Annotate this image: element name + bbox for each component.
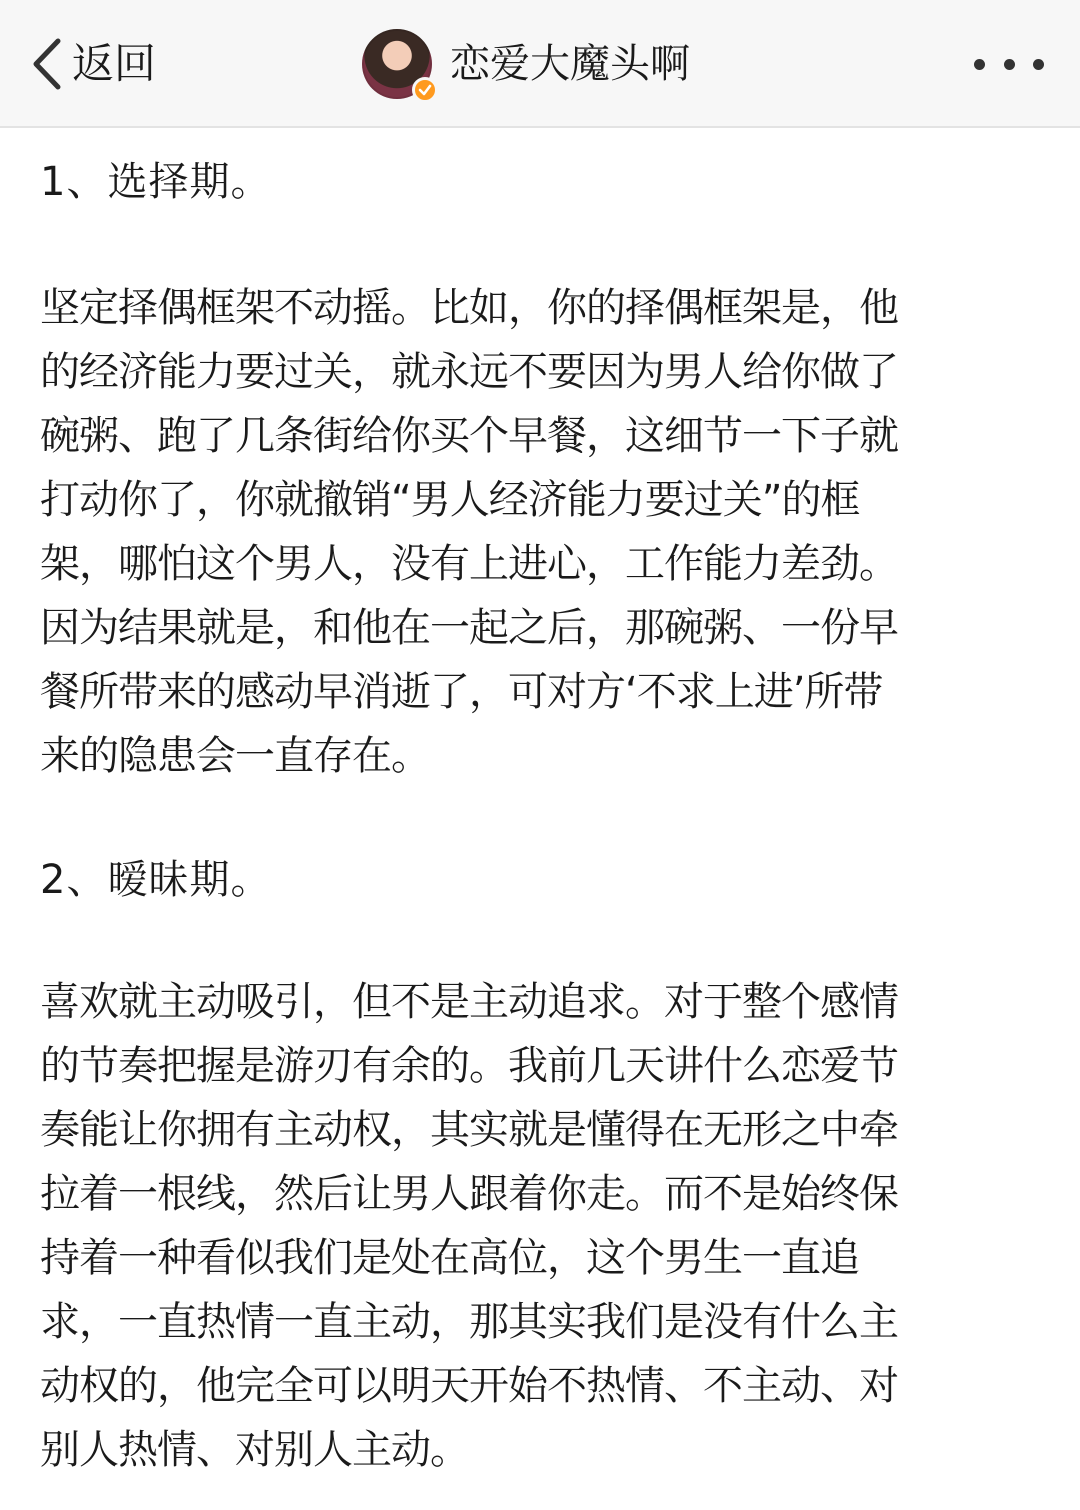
paragraph-line: 打动你了，你就撤销“男人经济能力要过关”的框 [40, 477, 860, 523]
chevron-left-icon [30, 37, 64, 91]
paragraph-line: 餐所带来的感动早消逝了，可对方‘不求上进’所带 [40, 669, 883, 715]
back-label: 返回 [72, 39, 157, 88]
paragraph-line: 因为结果就是，和他在一起之后，那碗粥、一份早 [40, 605, 898, 651]
paragraph-line: 坚定择偶框架不动摇。比如，你的择偶框架是，他 [40, 285, 898, 331]
paragraph-line: 的节奏把握是游刃有余的。我前几天讲什么恋爱节 [40, 1043, 898, 1089]
paragraph-line: 架，哪怕这个男人，没有上进心，工作能力差劲。 [40, 541, 898, 587]
username[interactable]: 恋爱大魔头啊 [450, 41, 690, 87]
paragraph-line: 碗粥、跑了几条街给你买个早餐，这细节一下子就 [40, 413, 898, 459]
post-content [40, 128, 1040, 1482]
paragraph-line: 的经济能力要过关，就永远不要因为男人给你做了 [40, 349, 898, 395]
paragraph-line: 奏能让你拥有主动权，其实就是懂得在无形之中牵 [40, 1107, 898, 1153]
paragraph-line: 持着一种看似我们是处在高位，这个男生一直追 [40, 1235, 859, 1281]
user-header[interactable] [362, 28, 690, 100]
paragraph-line: 喜欢就主动吸引，但不是主动追求。对于整个感情 [40, 979, 898, 1025]
navigation-bar [0, 0, 1080, 128]
section-heading: 2、暧昧期。 [40, 857, 272, 903]
back-button[interactable] [30, 30, 156, 98]
more-dot-icon [1033, 59, 1044, 70]
more-dot-icon [974, 59, 985, 70]
paragraph-line: 动权的，他完全可以明天开始不热情、不主动、对 [40, 1363, 898, 1409]
more-dot-icon [1004, 59, 1015, 70]
section-heading: 1、选择期。 [40, 159, 272, 205]
paragraph-line: 来的隐患会一直存在。 [40, 733, 430, 779]
verified-badge-icon [412, 77, 438, 103]
paragraph-line: 求，一直热情一直主动，那其实我们是没有什么主 [40, 1299, 898, 1345]
avatar[interactable] [362, 29, 432, 99]
paragraph-line: 拉着一根线，然后让男人跟着你走。而不是始终保 [40, 1171, 898, 1217]
more-options-button[interactable] [974, 40, 1044, 88]
paragraph-line: 别人热情、对别人主动。 [40, 1427, 469, 1473]
